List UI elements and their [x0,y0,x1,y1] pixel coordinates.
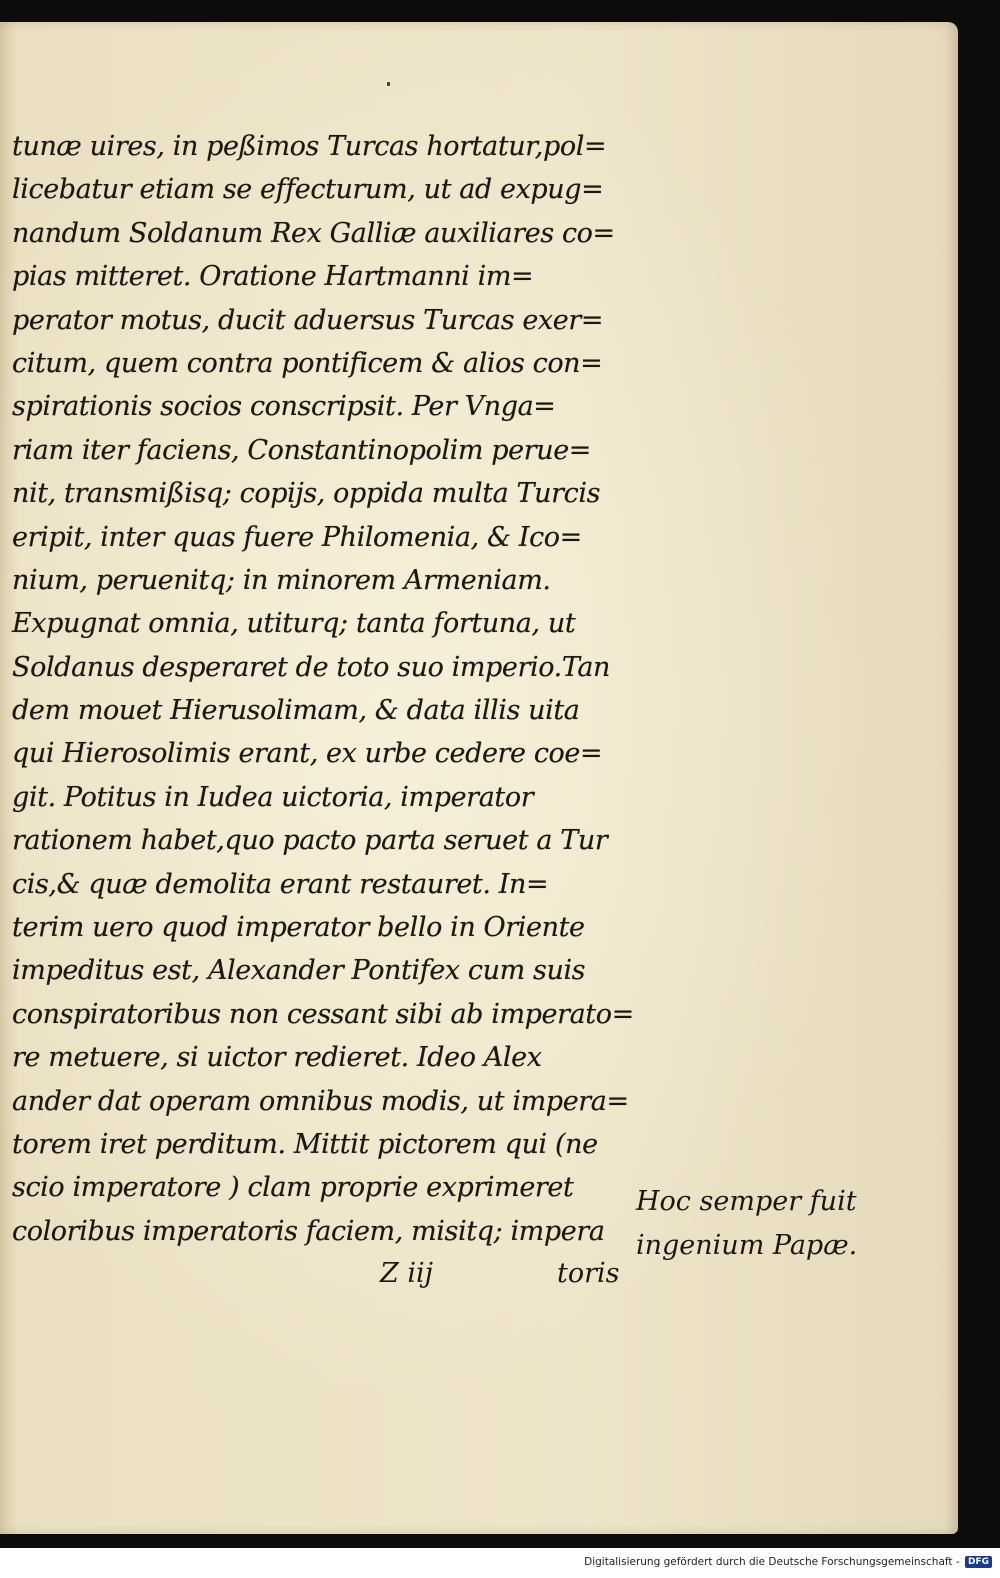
text-line: riam iter faciens, Constantinopolim perue= [12,434,591,466]
signature-mark: Z iij [380,1258,433,1289]
text-line: nit, transmißisq; copijs, oppida multa Turcis [12,478,601,510]
text-line: nandum Soldanum Rex Galliæ auxiliares co= [12,217,615,249]
text-line: coloribus imperatoris faciem, misitq; impera [12,1215,605,1247]
text-line: citum, quem contra pontificem & alios con= [12,347,603,379]
text-line: eripit, inter quas fuere Philomenia, & Ico= [12,521,582,553]
digitization-credit [584,1556,992,1568]
text-line: qui Hierosolimis erant, ex urbe cedere coe= [12,738,603,770]
text-line: rationem habet,quo pacto parta seruet a Tur [12,825,608,857]
text-line: perator motus, ducit aduersus Turcas exer= [12,304,604,336]
main-text-block [12,125,634,1253]
text-line: nium, peruenitq; in minorem Armeniam. [12,564,551,596]
text-line: dem mouet Hierusolimam, & data illis uita [12,695,580,727]
text-line: torem iret perditum. Mittit pictorem qui (ne [12,1128,598,1160]
text-line: spirationis socios conscripsit. Per Vnga= [12,391,556,423]
text-line: scio imperatore ) clam proprie exprimeret [12,1172,574,1204]
marginal-note-line: Hoc semper fuit [636,1186,857,1217]
credit-text: Digitalisierung gefördert durch die Deutsche Forschungsgemeinschaft - [584,1556,960,1568]
dfg-logo: DFG [965,1556,992,1568]
text-line: tunæ uires, in peßimos Turcas hortatur,pol= [12,131,607,162]
text-line: re metuere, si uictor redieret. Ideo Alex [12,1042,542,1074]
catchword: toris [557,1258,620,1289]
marginal-note [636,1180,866,1268]
page-mark [387,82,390,86]
text-line: conspiratoribus non cessant sibi ab imperato= [12,998,634,1030]
text-line: Expugnat omnia, utiturq; tanta fortuna, ut [12,608,576,640]
text-line: cis,& quæ demolita erant restauret. In= [12,868,549,900]
text-line: terim uero quod imperator bello in Oriente [12,912,585,944]
text-line: licebatur etiam se effecturum, ut ad expug= [12,174,604,206]
text-line: pias mitteret. Oratione Hartmanni im= [12,261,534,293]
signature-row [12,1252,622,1296]
text-line: git. Potitus in Iudea uictoria, imperator [12,781,534,813]
text-line: impeditus est, Alexander Pontifex cum suis [12,955,586,987]
text-line: Soldanus desperaret de toto suo imperio.Tan [12,651,611,683]
marginal-note-line: ingenium Papæ. [636,1230,858,1261]
text-line: ander dat operam omnibus modis, ut impera= [12,1085,629,1117]
